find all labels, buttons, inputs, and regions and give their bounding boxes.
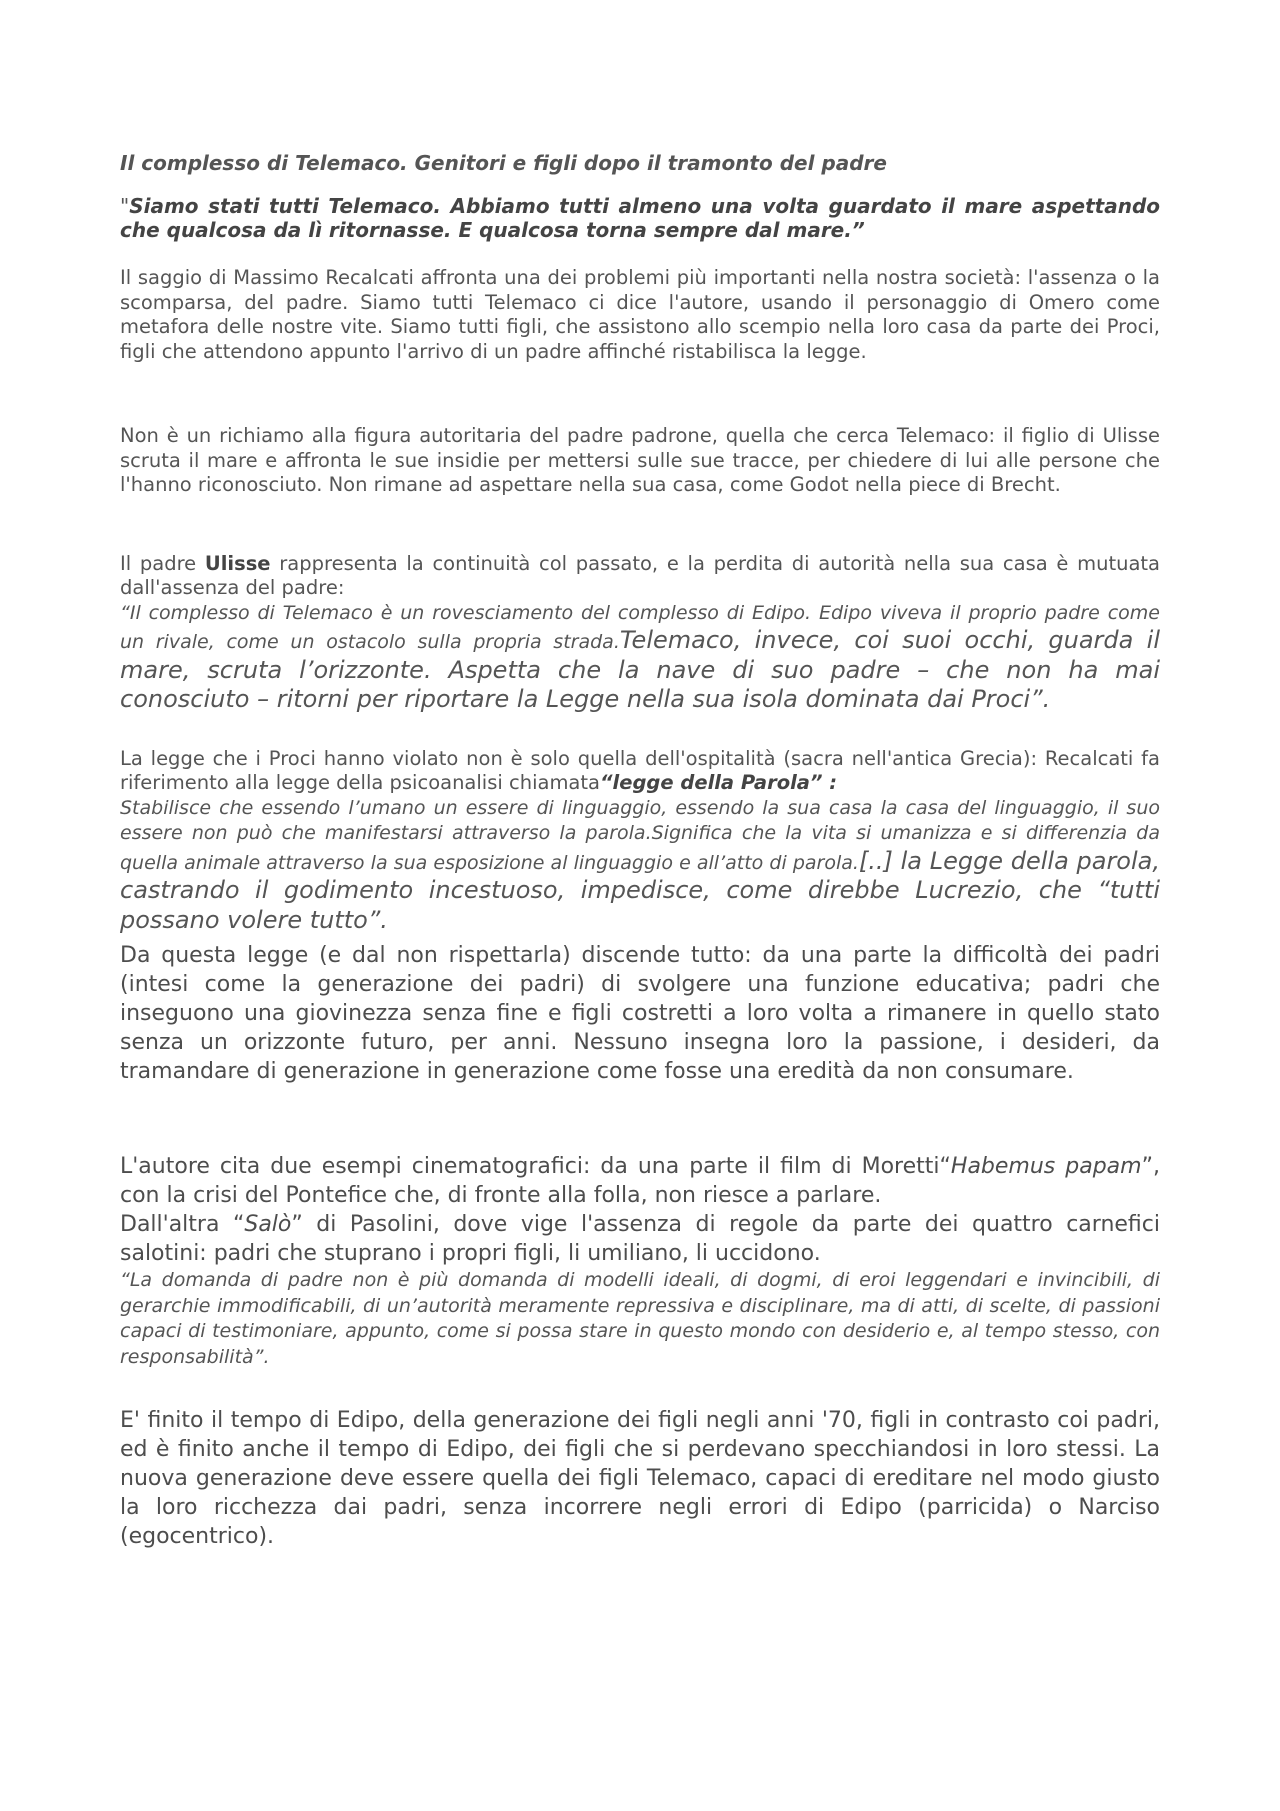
epigraph-open-quote: " [120, 194, 130, 218]
cinema-text-a-end: ”, con la crisi del Pontefice che, di fronte alla folla, non riesce a parlare. [120, 1154, 1160, 1208]
paragraph-conseguenze: Da questa legge (e dal non rispettarla) discende tutto: da una parte la difficoltà dei padri (intesi come la generazione dei padri) di svolgere una funzione educativa; padri che inseguono una giovinezza senza fine e figli costretti a loro volta a rimanere in quello stato senza un orizzonte futuro, per anni. Nessuno insegna loro la passione, i desideri, da tramandare di generazione in generazione come fosse una eredità da non consumare. [120, 943, 1160, 1084]
epigraph-quote [120, 194, 1160, 242]
legge-quote-small: Stabilisce che essendo l’umano un essere di linguaggio, essendo la sua casa la casa del linguaggio, il suo essere non può che manifestarsi attraverso la parola.Significa che la vita si umanizza e si differenzia da quella animale attraverso la sua esposizione al linguaggio e all’atto di parola. [120, 796, 1160, 874]
paragraph-legge [120, 747, 1160, 936]
paragraph-intro: Il saggio di Massimo Recalcati affronta una dei problemi più importanti nella nostra società: l'assenza o la scomparsa, del padre. Siamo tutti Telemaco ci dice l'autore, usando il personaggio di Omero come metafora delle nostre vite. Siamo tutti figli, che assistono allo scempio nella loro casa da parte dei Proci, figli che attendono appunto l'arrivo di un padre affinché ristabilisca la legge. [120, 266, 1160, 363]
epigraph-text: Siamo stati tutti Telemaco. Abbiamo tutti almeno una volta guardato il mare aspettando che qualcosa da lì ritornasse. E qualcosa torna sempre dal mare.” [120, 194, 1160, 242]
paragraph-conclusione: E' finito il tempo di Edipo, della generazione dei figli negli anni '70, figli in contrasto coi padri, ed è finito anche il tempo di Edipo, dei figli che si perdevano specchiandosi in loro stessi. La nuova generazione deve essere quella dei figli Telemaco, capaci di ereditare nel modo giusto la loro ricchezza dai padri, senza incorrere negli errori di Edipo (parricida) o Narciso (egocentrico). [120, 1408, 1160, 1549]
cinema-text-a: L'autore cita due esempi cinematografici: da una parte il film di Moretti“ [120, 1154, 951, 1179]
cinema-text-b: Dall'altra “ [120, 1212, 245, 1237]
ulisse-bold: Ulisse [204, 551, 271, 575]
legge-della-parola: “legge della Parola” : [599, 771, 838, 794]
legge-quote [120, 796, 1160, 936]
ulisse-text-after: rappresenta la continuità col passato, e la perdita di autorità nella sua casa è mutuata dall'assenza del padre: [120, 551, 1161, 599]
cinema-text-b-end: ” di Pasolini, dove vige l'assenza di regole da parte dei quattro carnefici salotini: padri che stuprano i propri figli, li umiliano, li uccidono. [120, 1212, 1160, 1266]
paragraph-cinema [120, 1152, 1160, 1370]
legge-text: La legge che i Proci hanno violato non è solo quella dell'ospitalità (sacra nell'antica Grecia): Recalcati fa riferimento alla legge della psicoanalisi chiamata [120, 746, 1160, 794]
cinema-habemus-papam: Habemus papam [950, 1154, 1142, 1179]
telemaco-quote-large: Telemaco, invece, coi suoi occhi, guarda il mare, scruta l’orizzonte. Aspetta che la nave di suo padre – che non ha mai conosciuto – ritorni per riportare la Legge nella sua isola dominata dai Proci”. [120, 626, 1160, 713]
telemaco-quote-small: “Il complesso di Telemaco è un rovesciamento del complesso di Edipo. Edipo viveva il proprio padre come un rivale, come un ostacolo sulla propria strada. [120, 601, 1160, 653]
paragraph-ulisse [120, 552, 1160, 715]
document-title: Il complesso di Telemaco. Genitori e figli dopo il tramonto del padre [120, 151, 887, 175]
paragraph-godot: Non è un richiamo alla figura autoritaria del padre padrone, quella che cerca Telemaco: il figlio di Ulisse scruta il mare e affronta le sue insidie per mettersi sulle sue tracce, per chiedere di lui alle persone che l'hanno riconosciuto. Non rimane ad aspettare nella sua casa, come Godot nella piece di Brecht. [120, 424, 1160, 496]
domanda-di-padre-quote: “La domanda di padre non è più domanda di modelli ideali, di dogmi, di eroi leggendari e invincibili, di gerarchie immodificabili, di un’autorità meramente repressiva e disciplinare, ma di atti, di scelte, di passioni capaci di testimoniare, appunto, come si possa stare in questo mondo con desiderio e, al tempo stesso, con responsabilità”. [120, 1269, 1160, 1368]
telemaco-quote [120, 601, 1160, 715]
cinema-salo: Salò [244, 1212, 292, 1237]
legge-quote-large: [..] la Legge della parola, castrando il godimento incestuoso, impedisce, come direbbe Lucrezio, che “tutti possano volere tutto”. [120, 846, 1160, 934]
ulisse-text-before: Il padre [120, 551, 205, 575]
